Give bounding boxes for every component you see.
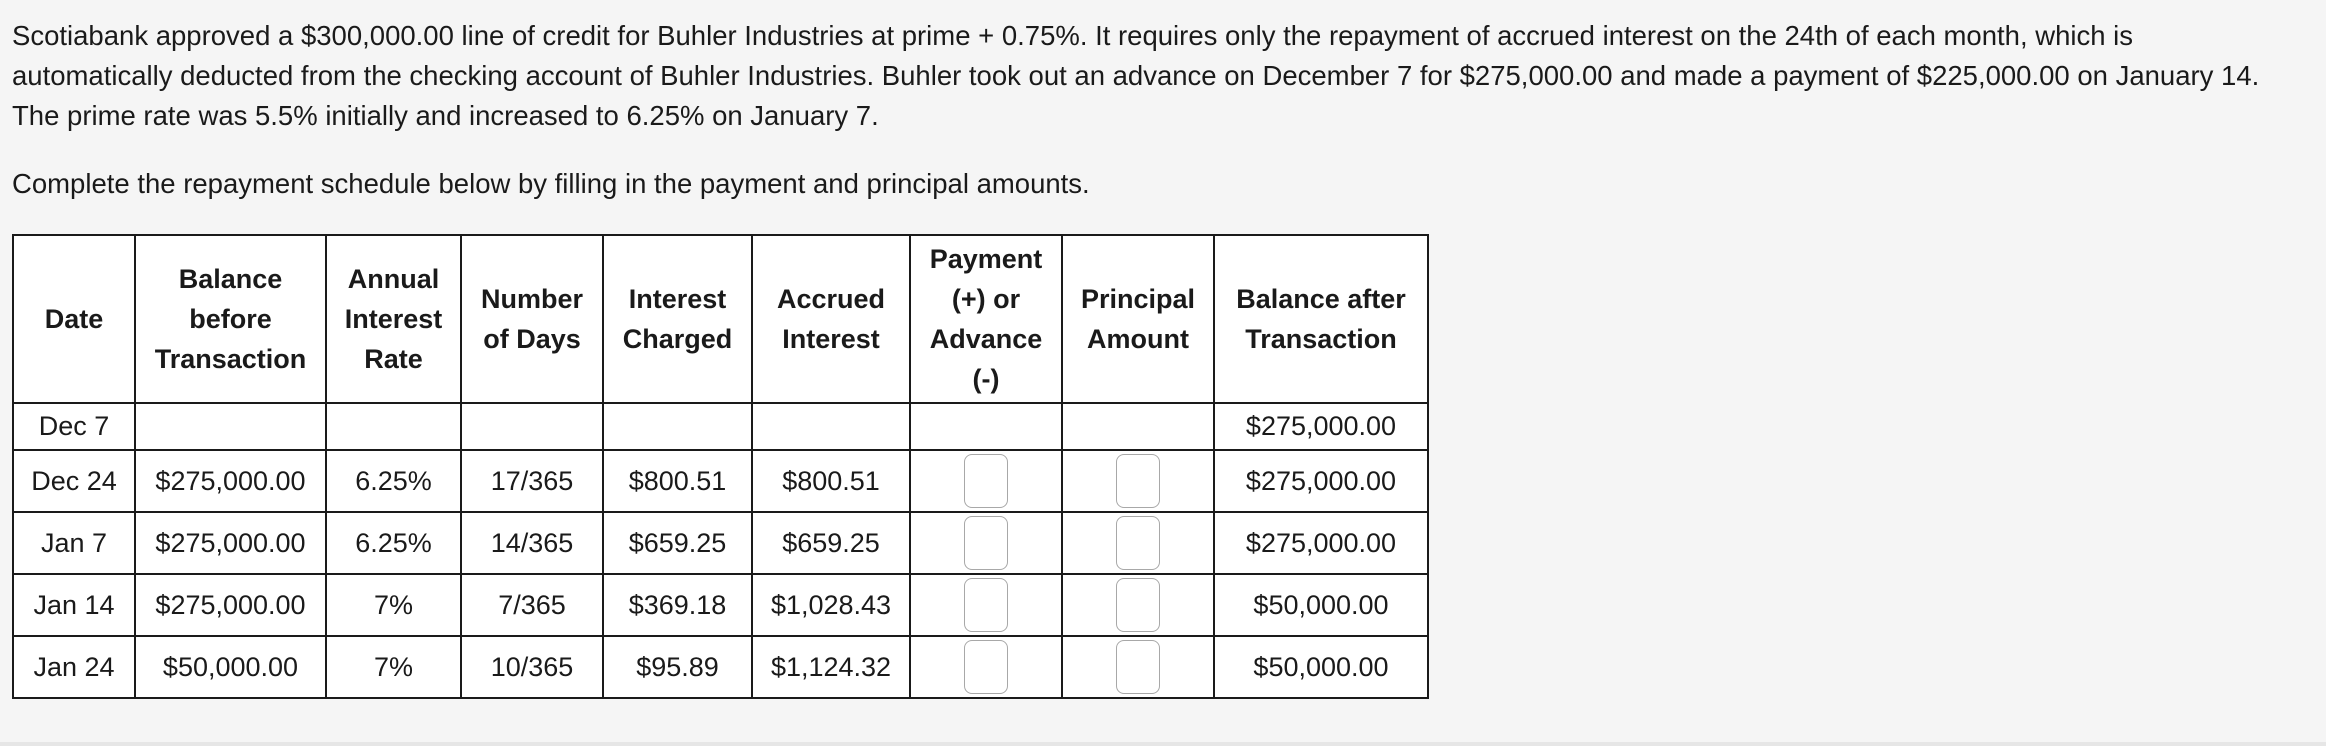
header-annual-interest-rate: Annual Interest Rate <box>326 235 461 403</box>
cell-payment <box>910 403 1062 450</box>
cell-principal <box>1062 636 1214 698</box>
table-header-row <box>13 235 1428 403</box>
table-row-dec-7 <box>13 403 1428 450</box>
cell-interest-charged: $369.18 <box>603 574 752 636</box>
cell-balance-before: $275,000.00 <box>135 574 326 636</box>
header-date: Date <box>13 235 135 403</box>
cell-accrued-interest: $659.25 <box>752 512 910 574</box>
cell-days: 10/365 <box>461 636 603 698</box>
header-balance-after: Balance after Transaction <box>1214 235 1428 403</box>
cell-payment <box>910 574 1062 636</box>
header-number-of-days: Number of Days <box>461 235 603 403</box>
cell-annual-rate: 6.25% <box>326 512 461 574</box>
cell-interest-charged: $659.25 <box>603 512 752 574</box>
header-accrued-interest: Accrued Interest <box>752 235 910 403</box>
cell-balance-after: $275,000.00 <box>1214 450 1428 512</box>
principal-input-jan-24[interactable] <box>1116 640 1160 694</box>
payment-input-dec-24[interactable] <box>964 454 1008 508</box>
cell-date: Jan 7 <box>13 512 135 574</box>
table-row-dec-24 <box>13 450 1428 512</box>
cell-date: Dec 24 <box>13 450 135 512</box>
instruction-text: Complete the repayment schedule below by filling in the payment and principal amounts. <box>12 168 1090 199</box>
cell-interest-charged <box>603 403 752 450</box>
header-principal-amount: Principal Amount <box>1062 235 1214 403</box>
principal-input-jan-14[interactable] <box>1116 578 1160 632</box>
cell-date: Jan 24 <box>13 636 135 698</box>
cell-principal <box>1062 512 1214 574</box>
cell-balance-before: $50,000.00 <box>135 636 326 698</box>
principal-input-jan-7[interactable] <box>1116 516 1160 570</box>
cell-annual-rate <box>326 403 461 450</box>
cell-principal <box>1062 450 1214 512</box>
header-interest-charged: Interest Charged <box>603 235 752 403</box>
cell-date: Dec 7 <box>13 403 135 450</box>
cell-annual-rate: 7% <box>326 574 461 636</box>
cell-accrued-interest <box>752 403 910 450</box>
bottom-divider <box>0 742 2326 746</box>
problem-statement: Scotiabank approved a $300,000.00 line of credit for Buhler Industries at prime + 0.75%. It requires only the repayment of accrued interest on the 24th of each month, which is automatically deducted from the checking account of Buhler Industries. Buhler took out an advance on December 7 for $275,000.00 and made a payment of $225,000.00 on January 14. The prime rate was 5.5% initially and increased to 6.25% on January 7. <box>12 20 2260 131</box>
cell-payment <box>910 512 1062 574</box>
cell-accrued-interest: $1,028.43 <box>752 574 910 636</box>
table-row-jan-24 <box>13 636 1428 698</box>
cell-balance-after: $275,000.00 <box>1214 403 1428 450</box>
principal-input-dec-24[interactable] <box>1116 454 1160 508</box>
cell-balance-before: $275,000.00 <box>135 512 326 574</box>
cell-days <box>461 403 603 450</box>
cell-principal <box>1062 403 1214 450</box>
cell-principal <box>1062 574 1214 636</box>
header-payment-or-advance: Payment (+) or Advance (-) <box>910 235 1062 403</box>
cell-payment <box>910 636 1062 698</box>
cell-balance-after: $50,000.00 <box>1214 636 1428 698</box>
cell-annual-rate: 7% <box>326 636 461 698</box>
cell-days: 7/365 <box>461 574 603 636</box>
table-row-jan-14 <box>13 574 1428 636</box>
cell-balance-after: $50,000.00 <box>1214 574 1428 636</box>
cell-payment <box>910 450 1062 512</box>
cell-balance-before <box>135 403 326 450</box>
cell-interest-charged: $800.51 <box>603 450 752 512</box>
cell-annual-rate: 6.25% <box>326 450 461 512</box>
cell-balance-before: $275,000.00 <box>135 450 326 512</box>
cell-days: 14/365 <box>461 512 603 574</box>
cell-accrued-interest: $1,124.32 <box>752 636 910 698</box>
cell-interest-charged: $95.89 <box>603 636 752 698</box>
cell-days: 17/365 <box>461 450 603 512</box>
repayment-schedule-table <box>12 234 1429 699</box>
payment-input-jan-24[interactable] <box>964 640 1008 694</box>
table-row-jan-7 <box>13 512 1428 574</box>
cell-accrued-interest: $800.51 <box>752 450 910 512</box>
cell-balance-after: $275,000.00 <box>1214 512 1428 574</box>
header-balance-before: Balance before Transaction <box>135 235 326 403</box>
payment-input-jan-7[interactable] <box>964 516 1008 570</box>
payment-input-jan-14[interactable] <box>964 578 1008 632</box>
cell-date: Jan 14 <box>13 574 135 636</box>
